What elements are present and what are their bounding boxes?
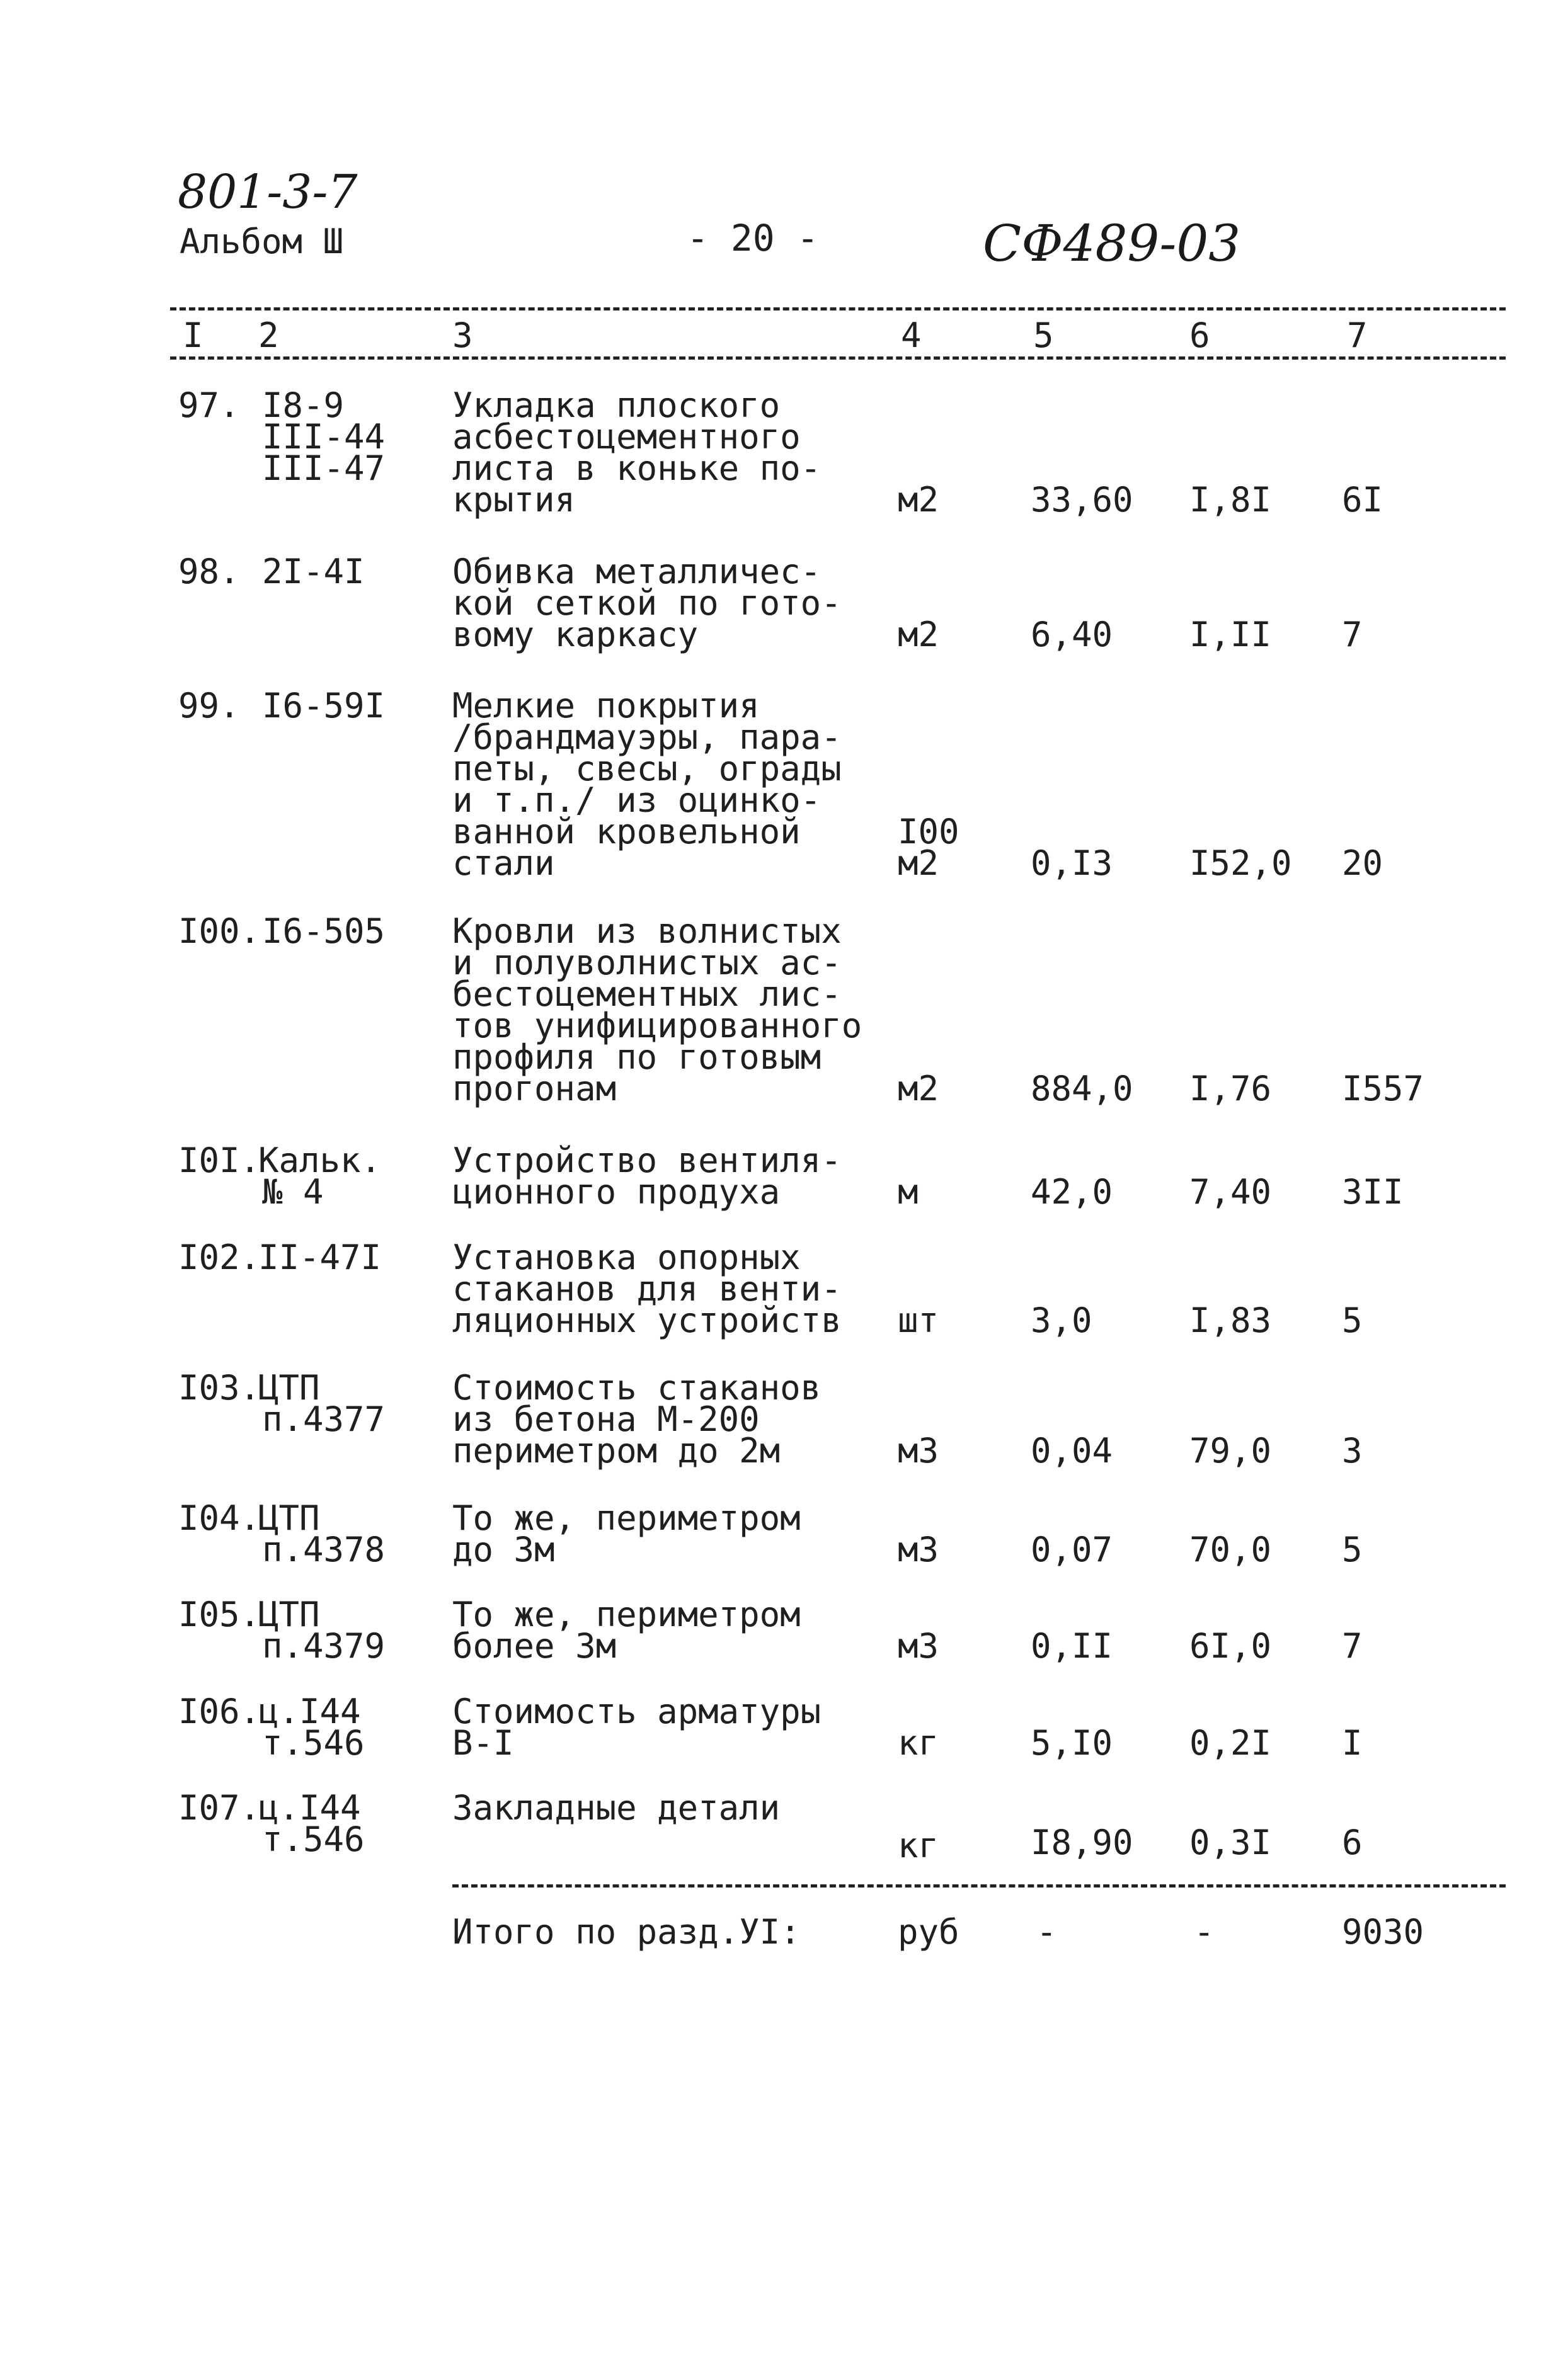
row-code-line: ЦТП: [258, 1595, 320, 1634]
row-total: I557: [1342, 1069, 1424, 1108]
row-name-line: Мелкие покрытия: [452, 686, 760, 726]
row-name-line: и полуволнистых ас-: [452, 943, 842, 982]
row-total: 6I: [1342, 480, 1383, 520]
row-quantity: 42,0: [1031, 1172, 1113, 1212]
row-unit-price: I,II: [1189, 615, 1272, 654]
row-total: 7: [1342, 1626, 1363, 1666]
row-name-line: Стоимость стаканов: [452, 1368, 822, 1408]
row-total: 7: [1342, 615, 1363, 654]
row-number: I00.: [178, 911, 261, 951]
column-header-3: 3: [452, 316, 473, 355]
row-unit: шт: [898, 1301, 939, 1340]
row-name-line: прогонам: [452, 1069, 617, 1108]
row-unit: м: [898, 1172, 919, 1212]
row-quantity: 33,60: [1031, 480, 1133, 520]
row-code-line: ЦТП: [258, 1368, 320, 1408]
row-unit-price: 0,3I: [1189, 1823, 1272, 1862]
row-unit-price: 6I,0: [1189, 1626, 1272, 1666]
row-number: 97.: [178, 385, 240, 425]
table-bottom-rule: [452, 1884, 1506, 1887]
row-code-line: I6-505: [262, 911, 386, 951]
row-unit: м3: [898, 1431, 939, 1471]
row-number: I0I.: [178, 1141, 261, 1180]
row-code-line: п.4377: [262, 1399, 386, 1439]
row-number: I05.: [178, 1595, 261, 1634]
row-number: I03.: [178, 1368, 261, 1408]
row-quantity: 0,07: [1031, 1530, 1113, 1569]
row-quantity: 884,0: [1031, 1069, 1133, 1108]
row-unit-price: I,83: [1189, 1301, 1272, 1340]
row-unit-price: I52,0: [1189, 843, 1292, 883]
row-code-line: I6-59I: [262, 686, 386, 726]
row-name-line: вому каркасу: [452, 615, 699, 654]
row-code-line: III-47: [262, 448, 386, 488]
row-name-line: ванной кровельной: [452, 812, 801, 851]
row-name-line: Обивка металличес-: [452, 552, 822, 591]
row-total: I: [1342, 1723, 1363, 1763]
row-name-line: стали: [452, 843, 555, 883]
row-quantity: I8,90: [1031, 1823, 1133, 1862]
row-name-line: бестоцементных лис-: [452, 974, 842, 1014]
total-quantity: -: [1036, 1912, 1057, 1952]
row-name-line: Укладка плоского: [452, 385, 781, 425]
row-name-line: Кровли из волнистых: [452, 911, 842, 951]
row-unit-line: I00: [898, 812, 959, 851]
row-unit-price: 0,2I: [1189, 1723, 1272, 1763]
row-total: 5: [1342, 1301, 1363, 1340]
row-name-line: петы, свесы, ограды: [452, 749, 842, 789]
row-name-line: В-I: [452, 1723, 514, 1763]
row-unit: м2: [898, 480, 939, 520]
column-header-1: I: [183, 316, 203, 355]
row-quantity: 0,04: [1031, 1431, 1113, 1471]
row-code-line: III-44: [262, 417, 386, 457]
header-top-rule: [170, 307, 1506, 310]
row-number: I06.: [178, 1692, 261, 1731]
row-number: 98.: [178, 552, 240, 591]
row-name-line: ляционных устройств: [452, 1301, 842, 1340]
row-name-line: из бетона М-200: [452, 1399, 760, 1439]
column-header-5: 5: [1033, 316, 1054, 355]
row-name-line: То же, периметром: [452, 1595, 801, 1634]
row-name-line: /брандмауэры, пара-: [452, 717, 842, 757]
row-code-line: I8-9: [262, 385, 345, 425]
row-code-line: Кальк.: [258, 1141, 382, 1180]
total-unit-price: -: [1194, 1912, 1215, 1952]
row-name-line: крытия: [452, 480, 576, 520]
row-total: 3: [1342, 1431, 1363, 1471]
row-unit-price: 7,40: [1189, 1172, 1272, 1212]
row-unit: кг: [898, 1826, 939, 1865]
row-name-line: и т.п./ из оцинко-: [452, 780, 822, 820]
row-name-line: профиля по готовым: [452, 1037, 822, 1077]
row-unit-price: 70,0: [1189, 1530, 1272, 1569]
column-header-2: 2: [258, 316, 279, 355]
column-header-6: 6: [1189, 316, 1210, 355]
page-number: - 20 -: [687, 217, 819, 259]
row-number: I07.: [178, 1788, 261, 1828]
row-code-line: 2I-4I: [262, 552, 365, 591]
row-quantity: 6,40: [1031, 615, 1113, 654]
row-name-line: ционного продуха: [452, 1172, 781, 1212]
column-header-4: 4: [901, 316, 922, 355]
row-code-line: п.4379: [262, 1626, 386, 1666]
row-unit: м2: [898, 615, 939, 654]
row-unit: м3: [898, 1530, 939, 1569]
total-unit: руб: [898, 1912, 959, 1952]
row-name-line: Устройство вентиля-: [452, 1141, 842, 1180]
row-number: 99.: [178, 686, 240, 726]
row-name-line: То же, периметром: [452, 1498, 801, 1538]
row-code-line: т.546: [262, 1819, 365, 1859]
row-number: I04.: [178, 1498, 261, 1538]
row-name-line: Стоимость арматуры: [452, 1692, 822, 1731]
row-quantity: 3,0: [1031, 1301, 1092, 1340]
row-unit: м2: [898, 1069, 939, 1108]
row-name-line: Установка опорных: [452, 1238, 801, 1277]
row-name-line: стаканов для венти-: [452, 1269, 842, 1309]
row-name-line: до 3м: [452, 1530, 555, 1569]
row-unit: кг: [898, 1723, 939, 1763]
row-name-line: периметром до 2м: [452, 1431, 781, 1471]
row-total: 5: [1342, 1530, 1363, 1569]
total-sum: 9030: [1342, 1912, 1424, 1952]
document-code: СФ489-03: [983, 214, 1241, 273]
row-total: 20: [1342, 843, 1383, 883]
row-unit-price: I,76: [1189, 1069, 1272, 1108]
row-total: 6: [1342, 1823, 1363, 1862]
row-name-line: листа в коньке по-: [452, 448, 822, 488]
row-code-line: п.4378: [262, 1530, 386, 1569]
row-unit-price: I,8I: [1189, 480, 1272, 520]
row-code-line: II-47I: [258, 1238, 382, 1277]
column-header-7: 7: [1347, 316, 1368, 355]
row-code-line: т.546: [262, 1723, 365, 1763]
row-name-line: кой сеткой по гото-: [452, 583, 842, 623]
row-code-line: № 4: [262, 1172, 324, 1212]
row-code-line: ц.I44: [258, 1692, 361, 1731]
row-total: 3II: [1342, 1172, 1404, 1212]
row-quantity: 0,II: [1031, 1626, 1113, 1666]
album-label: Альбом Ш: [180, 222, 344, 261]
row-unit-price: 79,0: [1189, 1431, 1272, 1471]
row-code-line: ц.I44: [258, 1788, 361, 1828]
document-number: 801-3-7: [178, 165, 358, 219]
row-name-line: асбестоцементного: [452, 417, 801, 457]
row-unit-line: м2: [898, 843, 939, 883]
total-label: Итого по разд.УI:: [452, 1912, 801, 1952]
row-name-line: тов унифицированного: [452, 1006, 862, 1045]
row-number: I02.: [178, 1238, 261, 1277]
row-name-line: более 3м: [452, 1626, 617, 1666]
row-quantity: 0,I3: [1031, 843, 1113, 883]
row-code-line: ЦТП: [258, 1498, 320, 1538]
row-name-line: Закладные детали: [452, 1788, 781, 1828]
header-bottom-rule: [170, 356, 1506, 360]
row-quantity: 5,I0: [1031, 1723, 1113, 1763]
row-unit: м3: [898, 1626, 939, 1666]
